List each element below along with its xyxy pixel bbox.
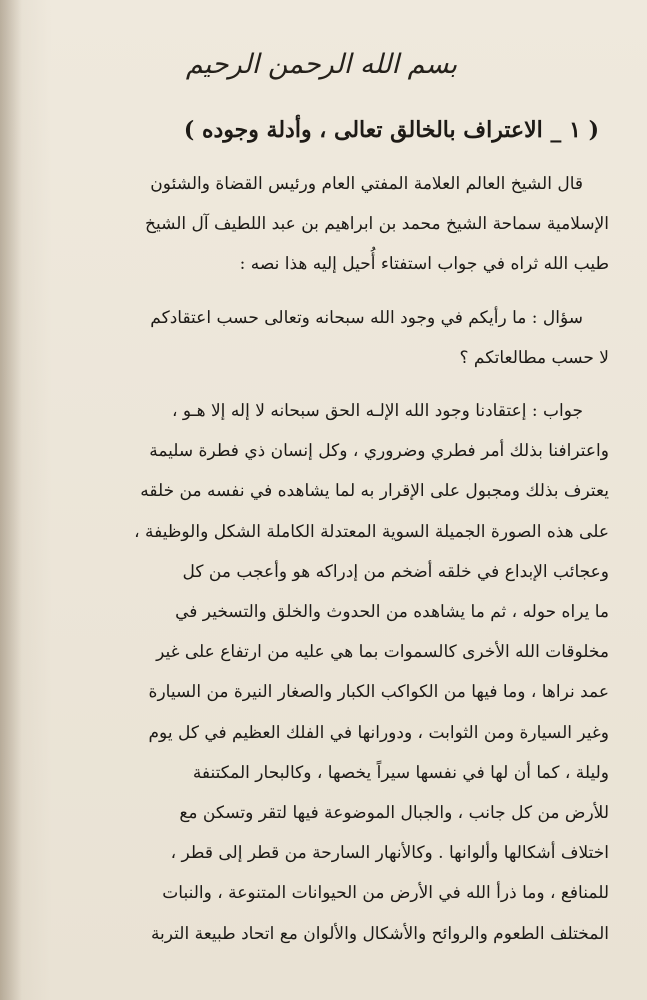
paragraph-intro (34, 164, 609, 285)
text-line: وليلة ، كما أن لها في نفسها سيراً يخصها ، وكالبحار المكتنفة (192, 762, 609, 783)
text-line: وعجائب الإبداع في خلقه أضخم من إدراكه هو وأعجب من كل (182, 561, 609, 582)
text-line: اختلاف أشكالها وألوانها . وكالأنهار السارحة من قطر إلى قطر ، (170, 843, 609, 864)
basmala-heading: بسم الله الرحمن الرحيم (185, 49, 458, 80)
paragraph-question (34, 298, 609, 378)
text-line: وغير السيارة ومن الثوابت ، ودورانها في الفلك العظيم في كل يوم (148, 722, 609, 743)
binding-shadow (0, 0, 22, 1000)
text-line: على هذه الصورة الجميلة السوية المعتدلة الكاملة الشكل والوظيفة ، (134, 521, 609, 542)
text-line: للأرض من كل جانب ، والجبال الموضوعة فيها لتقر وتسكن مع (179, 803, 609, 824)
text-line: للمنافع ، وما ذرأ الله في الأرض من الحيوانات المتنوعة ، والنبات (162, 883, 609, 904)
text-line: واعترافنا بذلك أمر فطري وضروري ، وكل إنسان ذي فطرة سليمة (149, 441, 609, 462)
text-line: طيب الله ثراه في جواب استفتاء أُحيل إليه هذا نصه : (239, 254, 609, 275)
text-line: قال الشيخ العالم العلامة المفتي العام ورئيس القضاة والشئون (150, 174, 583, 194)
text-line: لا حسب مطالعاتكم ؟ (459, 347, 609, 368)
chapter-title: ( ١ _ الاعتراف بالخالق تعالى ، وأدلة وجوده ) (183, 117, 599, 143)
text-line: ما يراه حوله ، ثم ما يشاهده من الحدوث والخلق والتسخير في (175, 602, 609, 623)
text-line: الإسلامية سماحة الشيخ محمد بن ابراهيم بن عبد اللطيف آل الشيخ (144, 214, 609, 235)
text-line: جواب : إعتقادنا وجود الله الإلـه الحق سبحانه لا إله إلا هـو ، (171, 401, 583, 422)
text-line: عمد نراها ، وما فيها من الكواكب الكبار والصغار النيرة من السيارة (148, 682, 609, 703)
text-line: يعترف بذلك ومجبول على الإقرار به لما يشاهده في نفسه من خلقه (140, 481, 609, 502)
text-line: المختلف الطعوم والروائح والأشكال والألوان مع اتحاد طبيعة التربة (150, 923, 609, 944)
text-line: مخلوقات الله الأخرى كالسموات بما هي عليه من ارتفاع على غير (156, 642, 609, 663)
paragraph-answer (34, 391, 609, 954)
text-line: سؤال : ما رأيكم في وجود الله سبحانه وتعالى حسب اعتقادكم (150, 307, 583, 328)
